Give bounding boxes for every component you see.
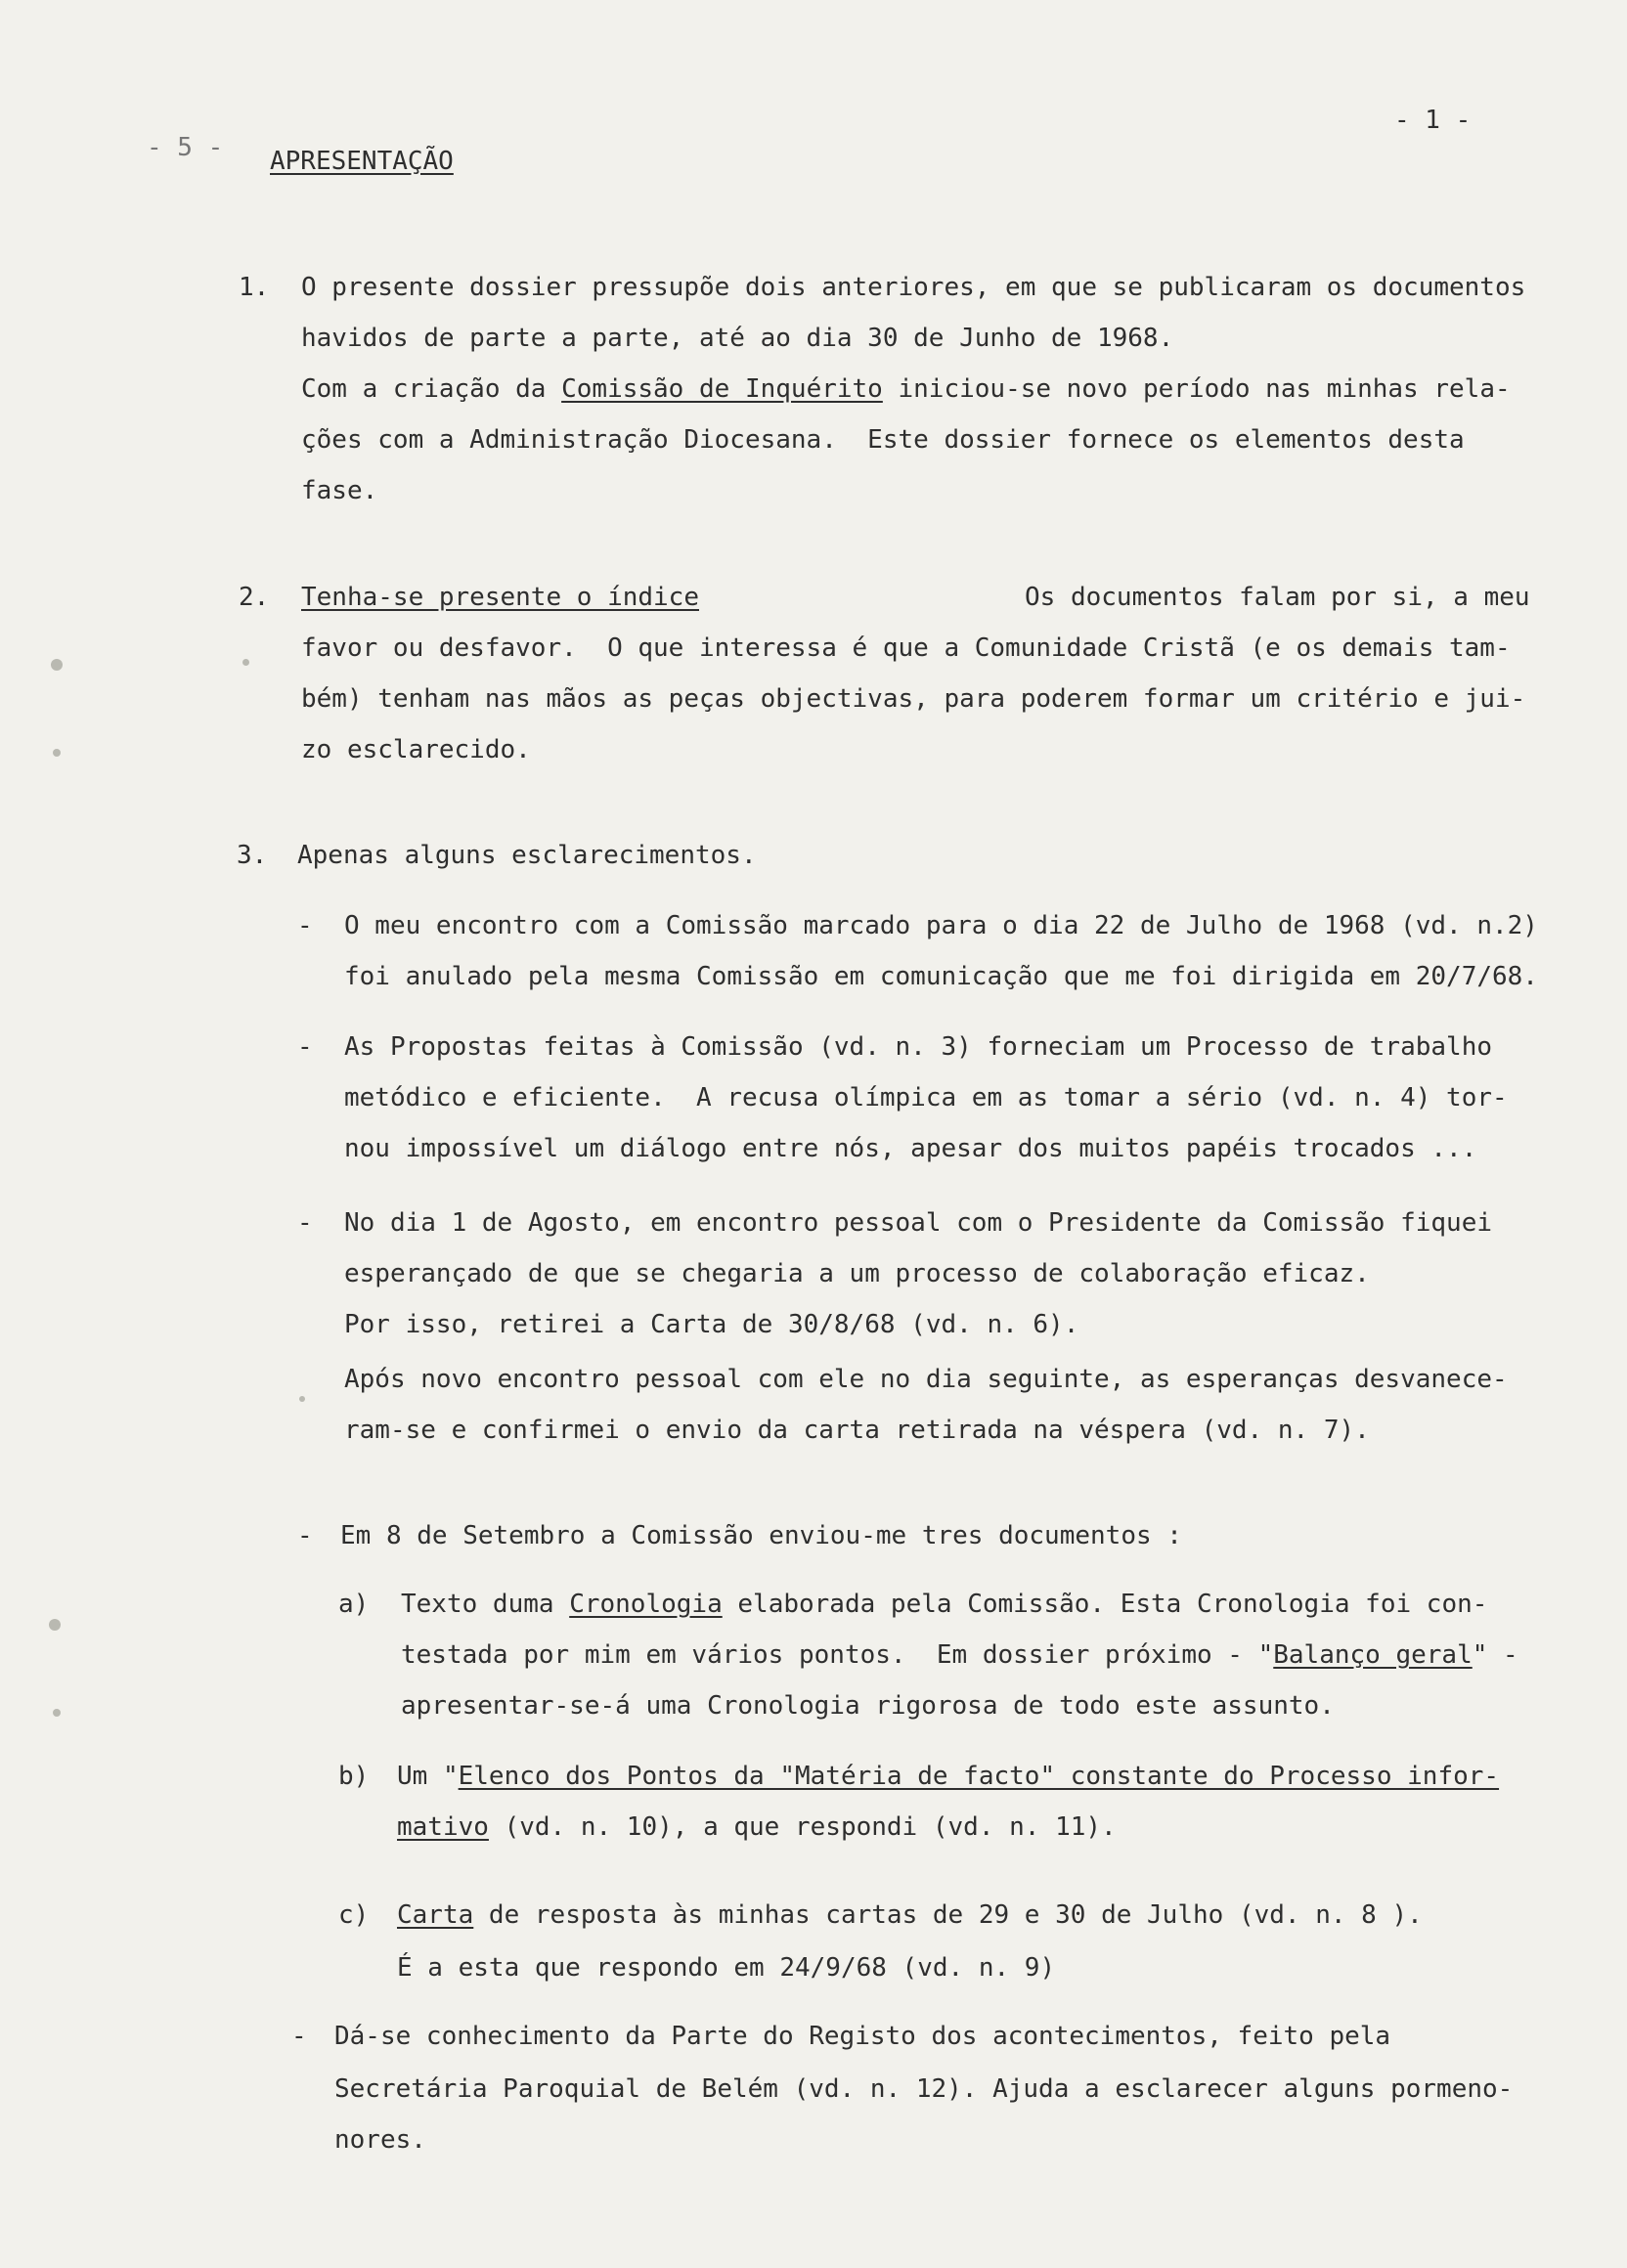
section-3-line: Dá-se conhecimento da Parte do Registo dos acontecimentos, feito pela bbox=[334, 2022, 1391, 2051]
page-title: APRESENTAÇÃO bbox=[270, 147, 454, 176]
scan-speck bbox=[53, 749, 61, 757]
elenco-reference: Elenco dos Pontos da "Matéria de facto" constante do Processo infor- bbox=[458, 1762, 1500, 1791]
scan-speck bbox=[53, 1709, 61, 1717]
section-3-line: Por isso, retirei a Carta de 30/8/68 (vd. n. 6). bbox=[344, 1310, 1079, 1339]
item-a-line: apresentar-se-á uma Cronologia rigorosa de todo este assunto. bbox=[401, 1691, 1335, 1721]
section-1-line: O presente dossier pressupõe dois anteriores, em que se publicaram os documentos bbox=[301, 273, 1526, 302]
item-a-line: testada por mim em vários pontos. Em dossier próximo - "Balanço geral" - bbox=[401, 1640, 1518, 1670]
section-2-number: 2. bbox=[239, 583, 270, 612]
bullet-dash: - bbox=[297, 1032, 313, 1062]
item-c-line: Carta de resposta às minhas cartas de 29 e 30 de Julho (vd. n. 8 ). bbox=[397, 1900, 1423, 1930]
item-b-line: mativo (vd. n. 10), a que respondi (vd. n. 11). bbox=[397, 1812, 1117, 1842]
item-c-label: c) bbox=[338, 1900, 370, 1930]
section-3-line: Em 8 de Setembro a Comissão enviou-me tres documentos : bbox=[340, 1521, 1182, 1550]
section-2-line: bém) tenham nas mãos as peças objectivas, para poderem formar um critério e jui- bbox=[301, 684, 1526, 714]
section-3-line: nores. bbox=[334, 2125, 426, 2155]
section-3-number: 3. bbox=[237, 841, 268, 870]
cronologia-reference: Cronologia bbox=[569, 1590, 723, 1619]
bullet-dot bbox=[242, 659, 249, 666]
section-1-line: fase. bbox=[301, 476, 378, 505]
bullet-dash: - bbox=[297, 1521, 313, 1550]
bullet-dot bbox=[299, 1396, 305, 1402]
section-1-line: ções com a Administração Diocesana. Este dossier fornece os elementos desta bbox=[301, 425, 1465, 455]
section-1-number: 1. bbox=[239, 273, 270, 302]
bullet-dash: - bbox=[297, 911, 313, 940]
bullet-dash: - bbox=[297, 1208, 313, 1238]
item-b-line: Um "Elenco dos Pontos da "Matéria de facto" constante do Processo infor- bbox=[397, 1762, 1500, 1791]
index-reference: Tenha-se presente o índice bbox=[301, 583, 699, 612]
section-3-line: foi anulado pela mesma Comissão em comunicação que me foi dirigida em 20/7/68. bbox=[344, 962, 1538, 991]
section-2-line: favor ou desfavor. O que interessa é que a Comunidade Cristã (e os demais tam- bbox=[301, 633, 1511, 663]
section-3-line: metódico e eficiente. A recusa olímpica em as tomar a sério (vd. n. 4) tor- bbox=[344, 1083, 1508, 1112]
section-3-line: nou impossível um diálogo entre nós, apesar dos muitos papéis trocados ... bbox=[344, 1134, 1477, 1163]
section-3-line: ram-se e confirmei o envio da carta retirada na véspera (vd. n. 7). bbox=[344, 1416, 1370, 1445]
section-3-line: No dia 1 de Agosto, em encontro pessoal com o Presidente da Comissão fiquei bbox=[344, 1208, 1492, 1238]
item-c-line: É a esta que respondo em 24/9/68 (vd. n. 9) bbox=[397, 1953, 1056, 1983]
section-3-line: esperançado de que se chegaria a um processo de colaboração eficaz. bbox=[344, 1259, 1370, 1288]
section-3-line: Secretária Paroquial de Belém (vd. n. 12). Ajuda a esclarecer alguns pormeno- bbox=[334, 2074, 1514, 2104]
bullet-dash: - bbox=[291, 2022, 307, 2051]
scan-speck bbox=[49, 1619, 61, 1631]
scan-speck bbox=[51, 659, 63, 671]
item-b-label: b) bbox=[338, 1762, 370, 1791]
section-3-intro: Apenas alguns esclarecimentos. bbox=[297, 841, 757, 870]
corner-mark: - 5 - bbox=[147, 133, 224, 162]
section-3-line: Após novo encontro pessoal com ele no dia seguinte, as esperanças desvanece- bbox=[344, 1365, 1508, 1394]
balanco-geral-reference: Balanço geral bbox=[1273, 1640, 1473, 1670]
carta-reference: Carta bbox=[397, 1900, 474, 1930]
item-a-label: a) bbox=[338, 1590, 370, 1619]
section-1-line: havidos de parte a parte, até ao dia 30 de Junho de 1968. bbox=[301, 324, 1174, 353]
page-number: - 1 - bbox=[1394, 106, 1472, 135]
commission-reference: Comissão de Inquérito bbox=[561, 374, 883, 404]
section-3-line: O meu encontro com a Comissão marcado para o dia 22 de Julho de 1968 (vd. n.2) bbox=[344, 911, 1538, 940]
section-2-line: Os documentos falam por si, a meu bbox=[1025, 583, 1530, 612]
section-2-line: zo esclarecido. bbox=[301, 735, 531, 764]
section-1-line: Com a criação da Comissão de Inquérito iniciou-se novo período nas minhas rela- bbox=[301, 374, 1511, 404]
section-3-line: As Propostas feitas à Comissão (vd. n. 3) forneciam um Processo de trabalho bbox=[344, 1032, 1492, 1062]
item-a-line: Texto duma Cronologia elaborada pela Comissão. Esta Cronologia foi con- bbox=[401, 1590, 1488, 1619]
